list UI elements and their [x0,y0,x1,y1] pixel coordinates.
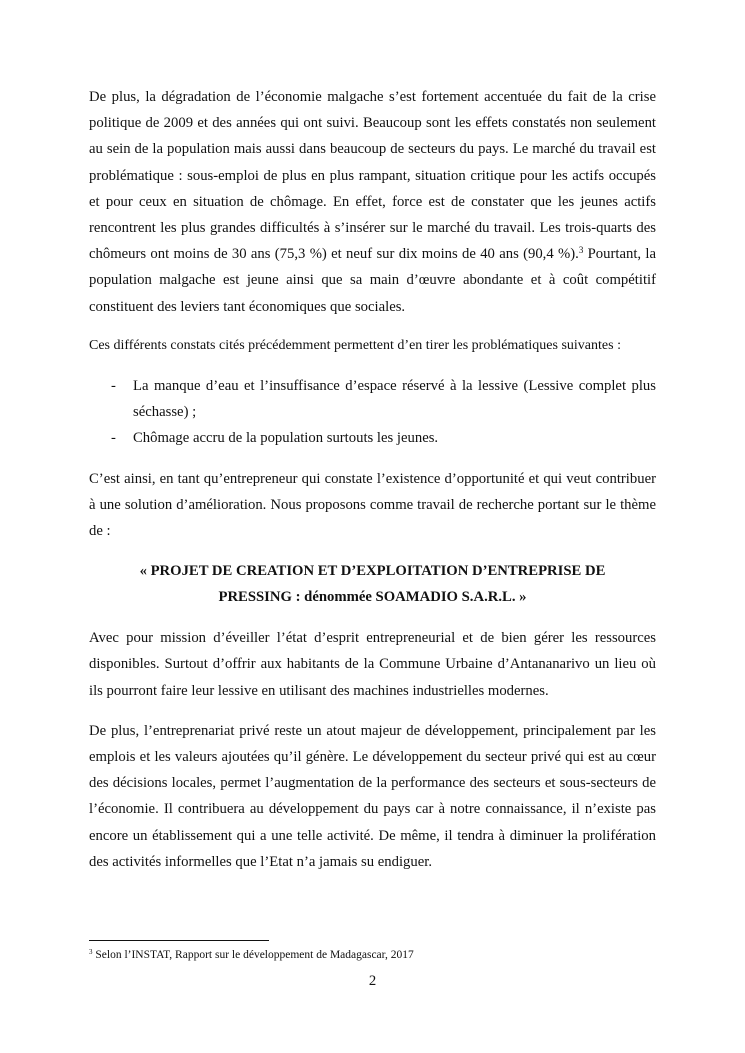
project-title [89,558,656,610]
project-title-line-1: « PROJET DE CREATION ET D’EXPLOITATION D’ENTREPRISE DE [139,563,606,580]
footnote-reference: 3 [578,245,584,256]
document-page [89,84,656,875]
list-dash: - [111,378,116,395]
list-item-text: La manque d’eau et l’insuffisance d’espace réservé à la lessive (Lessive complet plus séchasse) ; [133,378,656,421]
closing-paragraph: De plus, l’entreprenariat privé reste un atout majeur de développement, principalement par les emplois et les valeurs ajoutées qu’il génère. Le développement du secteur privé qui est au cœur des décisions locales, permet l’augmentation de la performance des secteurs et sous-secteurs de l’économie. Il contribuera au développement du pays car à notre connaissance, il n’existe pas encore un établissement qui a une telle activité. De même, il tendra à diminuer la prolifération des activités informelles que l’Etat n’a jamais su endiguer. [89,722,656,870]
intro-text-continued: Pourtant, la population malgache est jeune ainsi que sa main d’œuvre abondante et à coût compétitif constituent des leviers tant économiques que sociales. [89,246,656,315]
list-dash: - [111,430,116,447]
problem-list [89,373,656,452]
footnote-number: 3 [89,948,93,956]
intro-text: De plus, la dégradation de l’économie malgache s’est fortement accentuée du fait de la crise politique de 2009 et des années qui ont suivi. Beaucoup sont les effets constatés non seulement au sein de la population mais aussi dans beaucoup de secteurs du pays. Le marché du travail est problématique : sous-emploi de plus en plus rampant, situation critique pour les actifs occupés et pour ceux en situation de chômage. En effet, force est de constater que les jeunes actifs rencontrent les plus grandes difficultés à s’insérer sur le marché du travail. Les trois-quarts des chômeurs ont moins de 30 ans (75,3 %) et neuf sur dix moins de 40 ans (90,4 %). [89,89,656,263]
page-number: 2 [368,973,377,989]
list-item [89,425,656,451]
footnote [89,948,414,962]
intro-paragraph [89,84,656,320]
footnote-text: Selon l’INSTAT, Rapport sur le développement de Madagascar, 2017 [92,949,414,961]
list-item [89,373,656,425]
project-title-line-2: PRESSING : dénommée SOAMADIO S.A.R.L. » [218,589,527,606]
research-theme-paragraph: C’est ainsi, en tant qu’entrepreneur qui constate l’existence d’opportunité et qui veut contribuer à une solution d’amélioration. Nous proposons comme travail de recherche portant sur le thème de : [89,470,656,540]
list-item-text: Chômage accru de la population surtouts les jeunes. [133,430,439,447]
mission-paragraph: Avec pour mission d’éveiller l’état d’esprit entrepreneurial et de bien gérer les ressources disponibles. Surtout d’offrir aux habitants de la Commune Urbaine d’Antananarivo un lieu où ils pourront faire leur lessive en utilisant des machines industrielles modernes. [89,630,656,699]
problem-lead-paragraph: Ces différents constats cités précédemment permettent d’en tirer les problématiques suivantes : [89,337,621,353]
footnote-divider [89,940,269,941]
